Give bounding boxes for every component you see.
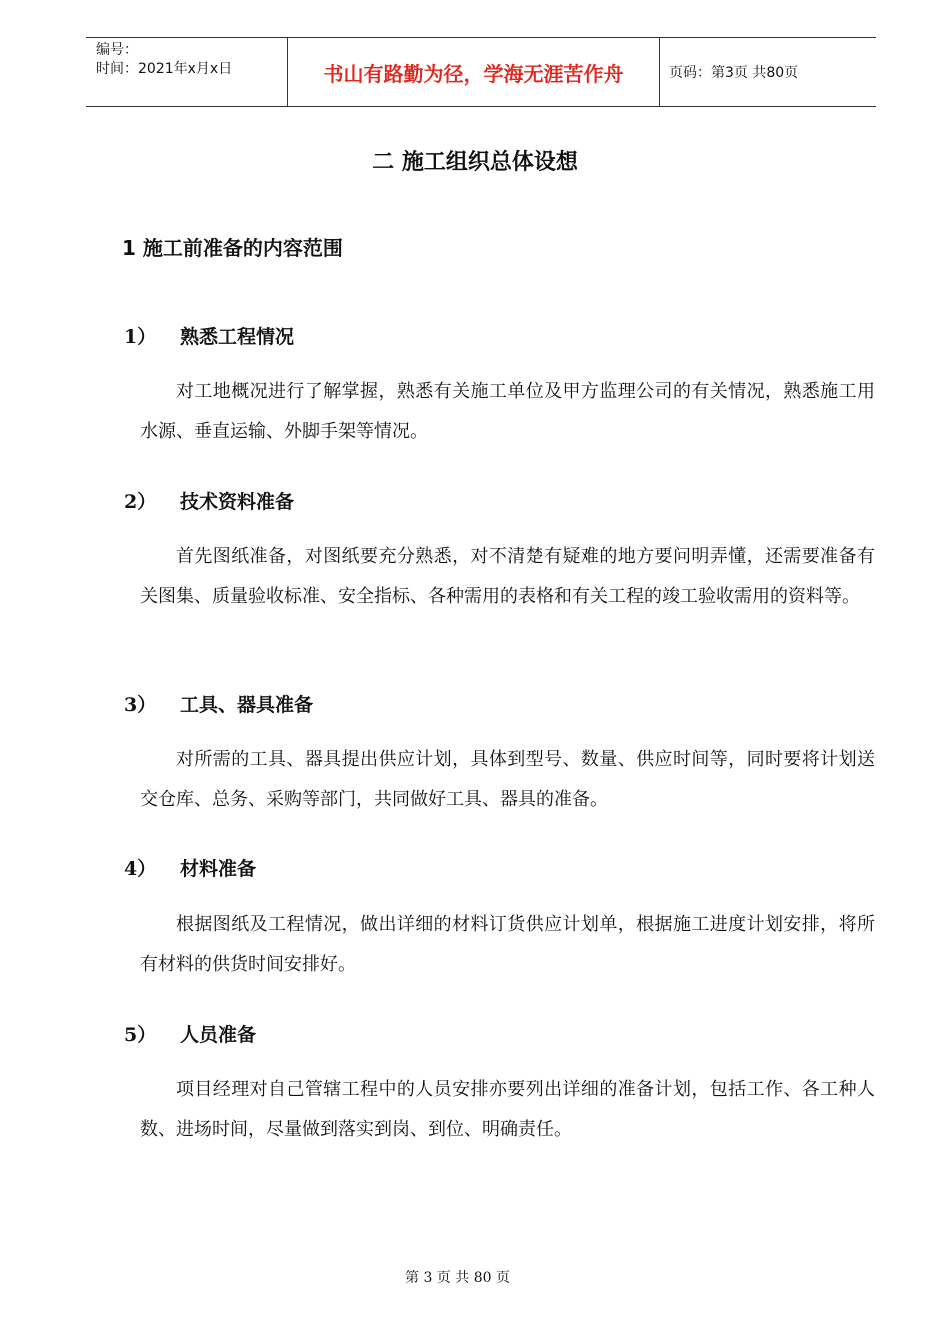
item-paragraph: 对工地概况进行了解掌握，熟悉有关施工单位及甲方监理公司的有关情况，熟悉施工用水源、垂直运输、外脚手架等情况。 <box>140 381 875 442</box>
item-title: 工具、器具准备 <box>180 694 314 716</box>
item-heading <box>124 322 294 349</box>
item-heading <box>124 690 313 717</box>
item-paragraph: 首先图纸准备，对图纸要充分熟悉，对不清楚有疑难的地方要问明弄懂，还需要准备有关图集、质量验收标准、安全指标、各种需用的表格和有关工程的竣工验收需用的资料等。 <box>140 546 875 607</box>
header-meta <box>86 38 287 106</box>
item-number: 4） <box>124 858 157 880</box>
header-motto: 书山有路勤为径，学海无涯苦作舟 <box>287 38 660 106</box>
item-title: 熟悉工程情况 <box>180 326 295 348</box>
item-number: 3） <box>124 694 157 716</box>
item-number: 1） <box>124 326 157 348</box>
section-heading: 1 施工前准备的内容范围 <box>122 236 343 260</box>
item-paragraph: 根据图纸及工程情况，做出详细的材料订货供应计划单，根据施工进度计划安排，将所有材料的供货时间安排好。 <box>140 914 875 975</box>
item-heading <box>124 854 256 881</box>
item-number: 5） <box>124 1024 157 1046</box>
chapter-title: 二 施工组织总体设想 <box>372 150 578 175</box>
page-footer: 第 3 页 共 80 页 <box>405 1270 510 1286</box>
item-heading <box>124 487 294 514</box>
item-heading <box>124 1020 256 1047</box>
header-page-info: 页码：第3页 共80页 <box>669 65 799 81</box>
item-paragraph: 对所需的工具、器具提出供应计划，具体到型号、数量、供应时间等，同时要将计划送交仓库、总务、采购等部门，共同做好工具、器具的准备。 <box>140 749 875 810</box>
item-paragraph: 项目经理对自己管辖工程中的人员安排亦要列出详细的准备计划，包括工作、各工种人数、进场时间，尽量做到落实到岗、到位、明确责任。 <box>140 1079 875 1140</box>
time-label: 时间：2021年x月x日 <box>96 61 233 77</box>
item-title: 材料准备 <box>180 858 257 880</box>
item-title: 技术资料准备 <box>180 491 295 513</box>
item-title: 人员准备 <box>180 1024 257 1046</box>
number-label: 编号： <box>96 42 138 58</box>
item-number: 2） <box>124 491 157 513</box>
page-header <box>86 37 876 107</box>
